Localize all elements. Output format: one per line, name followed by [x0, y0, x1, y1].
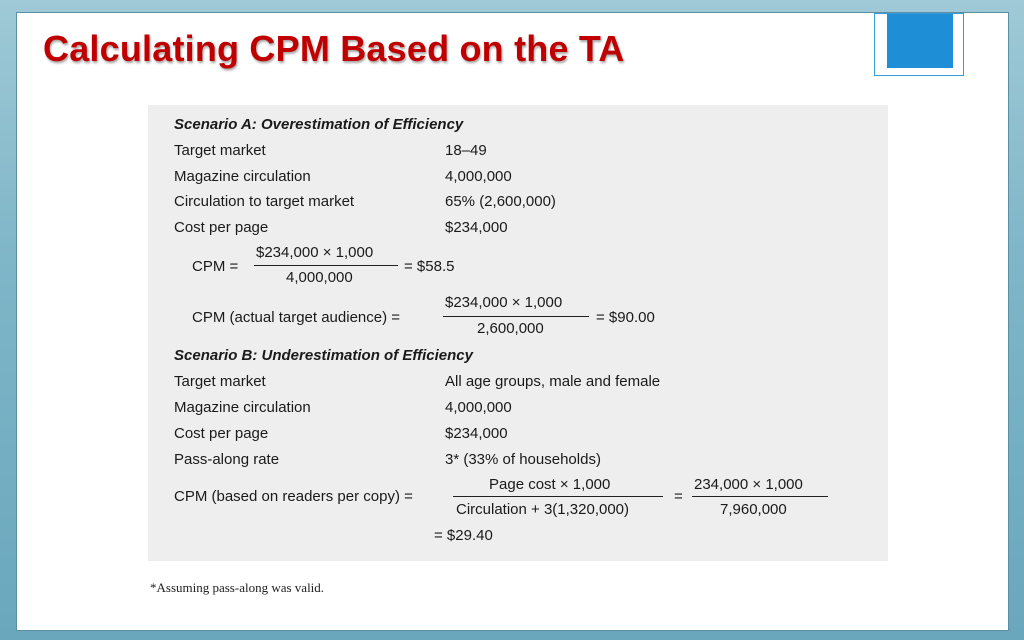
row-value: 4,000,000 [445, 168, 512, 185]
row-value: 18–49 [445, 142, 487, 159]
row-label: Cost per page [174, 425, 269, 442]
cpm-a-result: = $58.5 [404, 258, 455, 275]
cpm-actual-fraction-bar [443, 316, 589, 317]
cpm-a-fraction-bar [254, 265, 398, 266]
row-value: 4,000,000 [445, 399, 512, 416]
row-label: Target market [174, 142, 266, 159]
slide-title: Calculating CPM Based on the TA [43, 28, 625, 69]
row-value: $234,000 [445, 219, 508, 236]
row-label: Magazine circulation [174, 399, 311, 416]
cpm-b-numerator-1: Page cost × 1,000 [489, 476, 611, 493]
footnote: *Assuming pass-along was valid. [150, 580, 325, 595]
cpm-a-lhs: CPM = [192, 258, 239, 275]
cpm-b-lhs: CPM (based on readers per copy) = [174, 488, 413, 505]
cpm-a-denominator: 4,000,000 [286, 269, 353, 286]
cpm-b-fraction-bar-2 [692, 496, 828, 497]
cpm-b-denominator-2: 7,960,000 [720, 501, 787, 518]
cpm-b-result: = $29.40 [434, 527, 493, 544]
cpm-actual-numerator: $234,000 × 1,000 [445, 294, 563, 311]
cpm-b-fraction-bar-1 [453, 496, 663, 497]
row-label: Magazine circulation [174, 168, 311, 185]
cpm-table-panel [148, 105, 888, 561]
row-value: All age groups, male and female [445, 373, 661, 390]
scenario-b-heading: Scenario B: Underestimation of Efficiency [174, 347, 473, 364]
row-value: 65% (2,600,000) [445, 193, 556, 210]
cpm-b-equals: = [674, 488, 683, 505]
decorative-square-fill [887, 14, 953, 68]
scenario-a-heading: Scenario A: Overestimation of Efficiency [174, 116, 464, 133]
row-value: 3* (33% of households) [445, 451, 601, 468]
cpm-a-numerator: $234,000 × 1,000 [256, 244, 374, 261]
row-value: $234,000 [445, 425, 508, 442]
row-label: Cost per page [174, 219, 269, 236]
row-label: Pass-along rate [174, 451, 280, 468]
cpm-actual-lhs: CPM (actual target audience) = [192, 309, 401, 326]
cpm-b-numerator-2: 234,000 × 1,000 [694, 476, 803, 493]
row-label: Circulation to target market [174, 193, 355, 210]
cpm-actual-denominator: 2,600,000 [477, 320, 544, 337]
row-label: Target market [174, 373, 266, 390]
decorative-square [874, 13, 964, 76]
cpm-actual-result: = $90.00 [596, 309, 655, 326]
cpm-b-denominator-1: Circulation + 3(1,320,000) [456, 501, 630, 518]
